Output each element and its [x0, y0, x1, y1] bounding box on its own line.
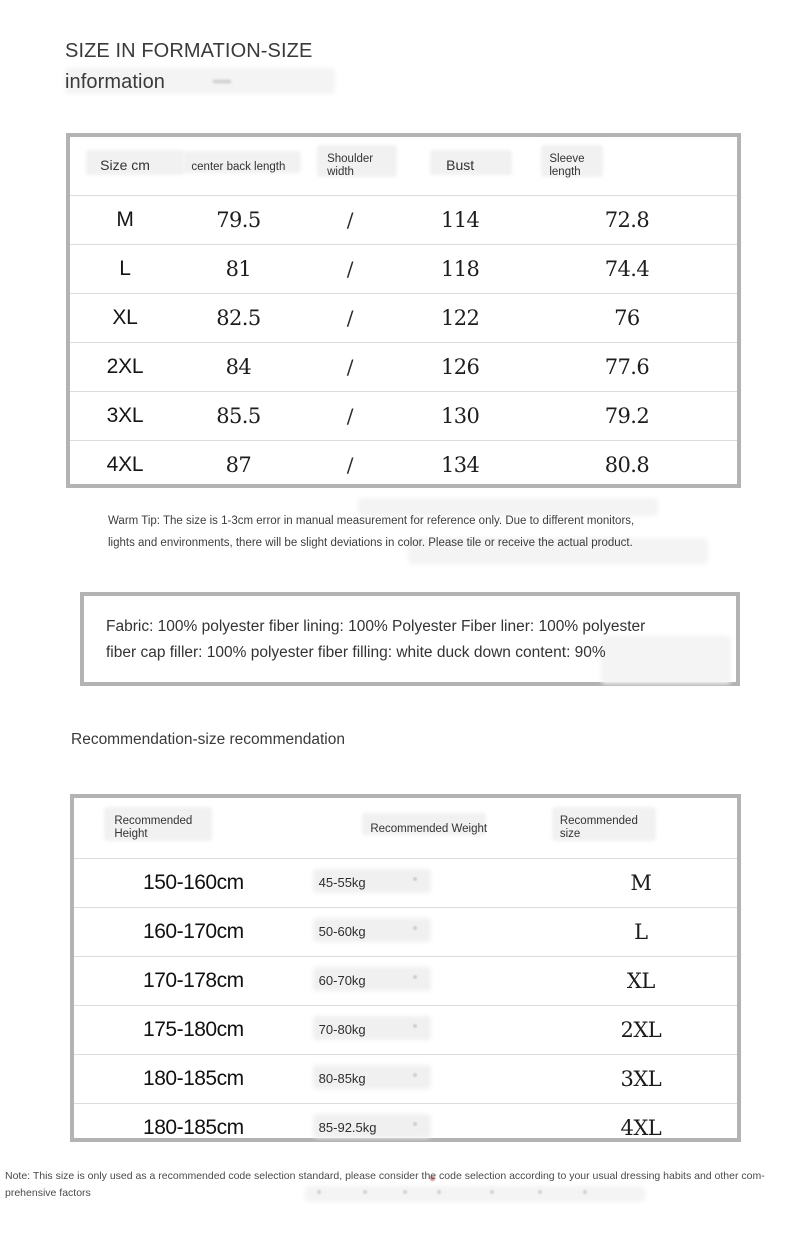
fabric-line-2: fiber cap filler: 100% polyester fiber filling: white duck down content: 90% — [106, 644, 606, 661]
table-row — [74, 1104, 737, 1153]
page-title-text-2: information — [65, 71, 166, 93]
table-row — [74, 1006, 737, 1055]
cell-recommended-weight — [313, 1006, 545, 1055]
cell-bust: 134 — [441, 453, 480, 477]
table-row — [70, 392, 737, 441]
cell-weight-text: 50-60kg — [318, 924, 366, 939]
header-bust — [403, 137, 516, 196]
size-table-panel — [66, 133, 741, 488]
header-recommended-height — [74, 798, 313, 859]
cell-recommended-size: M — [630, 871, 652, 895]
cell-recommended-weight — [313, 908, 545, 957]
cell-bust: 118 — [441, 257, 480, 281]
recommendation-table-header — [74, 798, 737, 859]
cell-weight-text: 45-55kg — [318, 875, 366, 890]
size-table-header-row — [70, 137, 737, 196]
table-row — [70, 245, 737, 294]
header-sleeve-length-line2: length — [549, 165, 581, 178]
cell-recommended-size: XL — [626, 969, 655, 993]
page-title-text-1: SIZE IN FORMATION-SIZE — [65, 40, 313, 62]
cell-sleeve-length: 79.2 — [604, 404, 650, 428]
header-recommended-size-label — [560, 815, 638, 841]
header-recommended-size-line2: size — [559, 827, 581, 840]
cell-weight-text: 70-80kg — [318, 1022, 366, 1037]
warm-tip-line-1: Warm Tip: The size is 1-3cm error in manual measurement for reference only. Due to different monitors, — [108, 515, 635, 527]
fabric-panel — [80, 592, 740, 686]
size-table — [70, 137, 737, 489]
cell-shoulder-width: / — [346, 208, 354, 232]
cell-sleeve-length: 72.8 — [604, 208, 650, 232]
warm-tip — [108, 510, 683, 554]
header-shoulder-width-line1: Shoulder — [327, 152, 374, 165]
cell-back-length: 81 — [225, 257, 252, 281]
page-title — [65, 36, 395, 98]
cell-bust: 130 — [441, 404, 480, 428]
table-row — [74, 859, 737, 908]
header-shoulder-width-line2: width — [327, 165, 354, 178]
fabric-text — [106, 614, 706, 666]
cell-recommended-weight — [313, 957, 545, 1006]
header-recommended-weight — [313, 798, 545, 859]
cell-weight-text: 85-92.5kg — [318, 1120, 377, 1135]
table-row — [70, 294, 737, 343]
cell-back-length: 87 — [225, 453, 252, 477]
recommendation-table-panel — [70, 794, 741, 1142]
recommendation-table — [74, 798, 737, 1152]
cell-sleeve-length: 80.8 — [604, 453, 650, 477]
table-row — [74, 957, 737, 1006]
header-size — [70, 137, 180, 196]
cell-back-length: 84 — [225, 355, 252, 379]
footer-note — [5, 1168, 783, 1202]
cell-recommended-size: 3XL — [620, 1067, 662, 1091]
header-size-label: Size cm — [100, 157, 150, 173]
cell-size: XL — [112, 306, 138, 329]
cell-recommended-weight — [313, 1104, 545, 1153]
cell-recommended-size: 2XL — [620, 1018, 662, 1042]
footer-note-line-1: Note: This size is only used as a recommended code selection standard, please consider the code selection according to your usual dressing habits and other com- — [5, 1170, 765, 1182]
header-recommended-height-label — [114, 815, 192, 841]
cell-weight-dot-artifact — [413, 877, 417, 881]
cell-bust: 114 — [441, 208, 480, 232]
page-title-line-1 — [65, 36, 395, 67]
table-row — [70, 343, 737, 392]
header-recommended-size-line1: Recommended — [559, 814, 638, 827]
cell-recommended-height: 170-178cm — [143, 969, 244, 992]
cell-shoulder-width: / — [346, 306, 354, 330]
cell-back-length: 79.5 — [216, 208, 261, 232]
footer-note-line-2: prehensive factors — [5, 1187, 91, 1199]
cell-shoulder-width: / — [346, 453, 354, 477]
recommendation-heading-text: Recommendation-size recommendation — [71, 731, 345, 748]
warm-tip-line-2: lights and environments, there will be slight deviations in color. Please tile or receive the actual product. — [108, 537, 633, 549]
cell-back-length: 85.5 — [216, 404, 261, 428]
cell-size: L — [119, 257, 131, 280]
title-dash-artifact — [213, 80, 231, 83]
header-shoulder-width — [297, 137, 404, 196]
cell-weight-dot-artifact — [413, 1073, 417, 1077]
cell-weight-dot-artifact — [413, 975, 417, 979]
cell-sleeve-length: 76 — [614, 306, 640, 330]
cell-recommended-height: 180-185cm — [143, 1067, 244, 1090]
cell-sleeve-length: 74.4 — [604, 257, 650, 281]
header-recommended-height-line2: Height — [114, 827, 148, 840]
recommendation-table-body — [74, 859, 737, 1153]
table-row — [70, 441, 737, 490]
table-row — [74, 908, 737, 957]
table-row — [74, 1055, 737, 1104]
cell-recommended-height: 180-185cm — [143, 1116, 244, 1139]
table-row — [70, 196, 737, 245]
cell-bust: 122 — [441, 306, 480, 330]
cell-shoulder-width: / — [346, 355, 354, 379]
header-recommended-size — [545, 798, 737, 859]
cell-weight-dot-artifact — [413, 1122, 417, 1126]
recommendation-heading — [71, 731, 345, 749]
cell-bust: 126 — [441, 355, 480, 379]
header-center-back-length-label: center back length — [191, 161, 286, 173]
cell-weight-dot-artifact — [413, 1024, 417, 1028]
header-sleeve-length-label — [549, 153, 584, 179]
size-table-body — [70, 196, 737, 490]
cell-recommended-height: 175-180cm — [143, 1018, 244, 1041]
cell-sleeve-length: 77.6 — [604, 355, 650, 379]
header-bust-label: Bust — [446, 157, 475, 173]
cell-recommended-weight — [313, 1055, 545, 1104]
cell-weight-text: 80-85kg — [318, 1071, 366, 1086]
header-shoulder-width-label — [327, 153, 373, 179]
cell-shoulder-width: / — [346, 404, 354, 428]
cell-recommended-size: L — [634, 920, 648, 944]
cell-recommended-height: 150-160cm — [143, 871, 244, 894]
cell-size: 4XL — [106, 453, 144, 476]
cell-back-length: 82.5 — [216, 306, 261, 330]
header-sleeve-length — [517, 137, 737, 196]
cell-size: M — [116, 208, 134, 231]
cell-recommended-height: 160-170cm — [143, 920, 244, 943]
cell-recommended-size: 4XL — [620, 1116, 662, 1140]
header-recommended-height-line1: Recommended — [114, 814, 193, 827]
cell-weight-dot-artifact — [413, 926, 417, 930]
fabric-line-1: Fabric: 100% polyester fiber lining: 100% Polyester Fiber liner: 100% polyester — [106, 618, 646, 635]
cell-weight-text: 60-70kg — [318, 973, 366, 988]
cell-shoulder-width: / — [346, 257, 354, 281]
header-sleeve-length-line1: Sleeve — [549, 152, 585, 165]
cell-size: 3XL — [106, 404, 144, 427]
header-recommended-weight-label: Recommended Weight — [370, 823, 488, 835]
size-table-header — [70, 137, 737, 196]
cell-size: 2XL — [106, 355, 144, 378]
cell-recommended-weight — [313, 859, 545, 908]
recommendation-table-header-row — [74, 798, 737, 859]
header-center-back-length — [180, 137, 297, 196]
